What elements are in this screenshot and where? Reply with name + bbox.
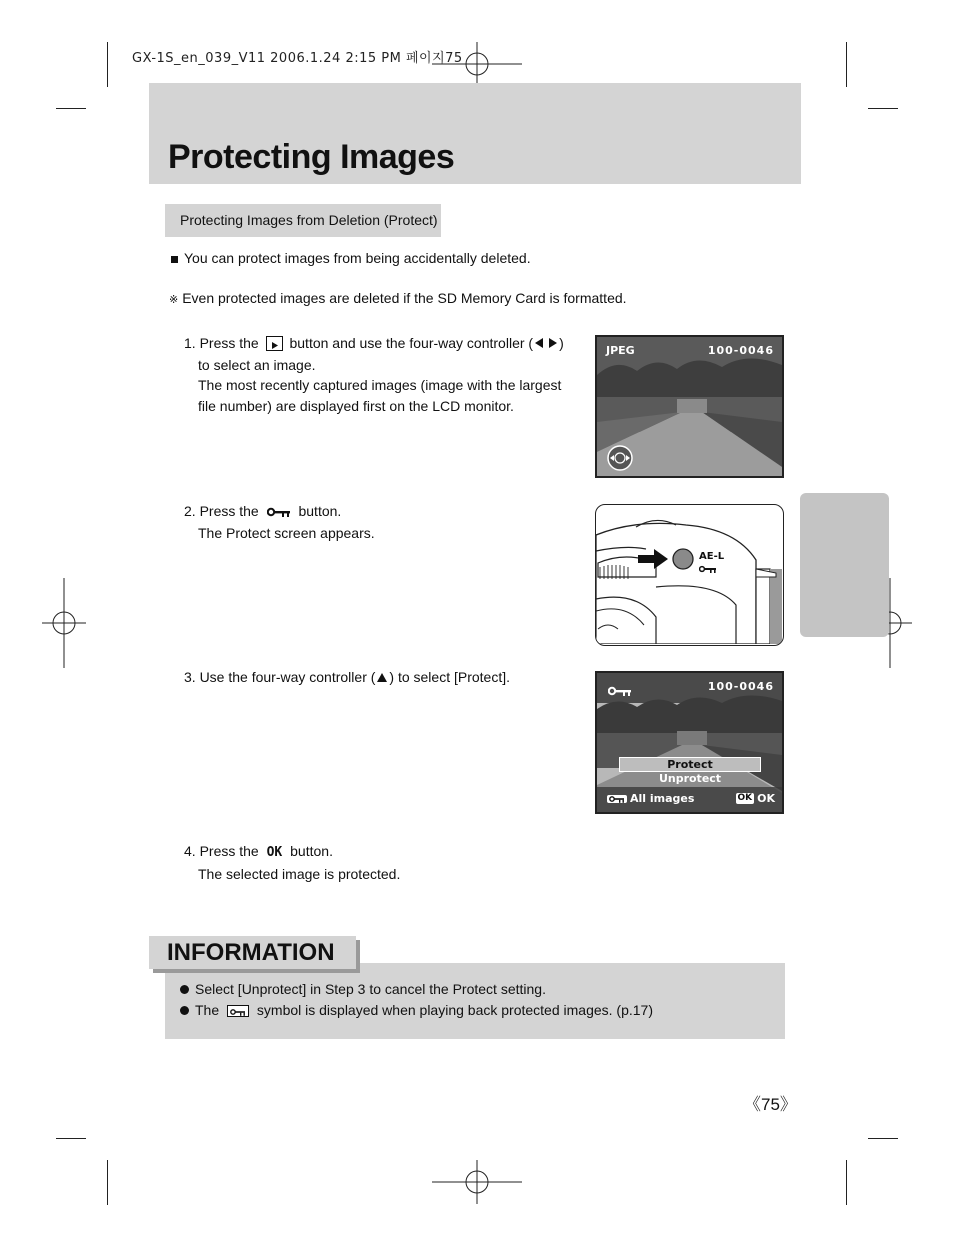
lcd-playback-screen: [595, 335, 784, 478]
info-item-1: [180, 979, 546, 1000]
lcd-file-number: 100-0046: [707, 680, 774, 693]
crop-mark: [868, 1138, 898, 1139]
info-item-2-text-2: symbol is displayed when playing back protected images. (p.17): [256, 1002, 654, 1018]
step-1-line-2: to select an image.: [198, 356, 316, 373]
step-2-text-2: button.: [298, 503, 342, 519]
step-1-line-4: file number) are displayed first on the LCD monitor.: [198, 397, 514, 414]
step-3-text: 3. Use the four-way controller (: [184, 669, 376, 685]
lcd-file-number: 100-0046: [707, 344, 774, 357]
crop-mark: [868, 108, 898, 109]
info-item-2-text: The: [195, 1002, 220, 1018]
key-icon: [267, 502, 291, 523]
key-badge-icon: [607, 795, 627, 803]
print-header: GX-1S_en_039_V11 2006.1.24 2:15 PM 페이지75: [132, 51, 463, 66]
ok-button-glyph: OK: [266, 845, 283, 860]
menu-item-unprotect[interactable]: Unprotect: [658, 772, 722, 785]
circle-bullet-icon: [180, 985, 189, 994]
crop-mark: [107, 42, 108, 87]
key-icon: [608, 686, 632, 696]
menu-item-protect[interactable]: Protect: [619, 757, 761, 772]
step-4-text: 4. Press the: [184, 843, 259, 859]
step-2-line-2: The Protect screen appears.: [198, 524, 375, 541]
square-bullet-icon: [171, 256, 178, 263]
four-way-controller-icon: [607, 445, 633, 471]
ae-l-button-label: AE-L: [699, 551, 725, 562]
key-icon: [699, 565, 717, 573]
step-1-text: 1. Press the: [184, 335, 259, 351]
step-1-text-2: button and use the four-way controller (: [289, 335, 534, 351]
subsection-heading: Protecting Images from Deletion (Protect): [165, 204, 441, 237]
crop-mark: [846, 42, 847, 87]
step-2-text: 2. Press the: [184, 503, 259, 519]
crop-mark: [56, 1138, 86, 1139]
up-arrow-icon: [376, 668, 388, 689]
lcd-format-label: JPEG: [606, 344, 635, 357]
crop-mark: [107, 1160, 108, 1205]
bullet-note: [171, 248, 531, 269]
camera-illustration: [595, 504, 784, 646]
registration-mark-left: [42, 578, 86, 668]
warning-note-text: Even protected images are deleted if the SD Memory Card is formatted.: [182, 290, 627, 306]
step-1-close: ): [559, 335, 564, 351]
registration-mark-bottom: [432, 1160, 522, 1204]
all-images-option[interactable]: [607, 792, 694, 805]
step-1-line-3: The most recently captured images (image with the largest: [198, 377, 562, 394]
step-2: [184, 501, 564, 543]
step-3-text-2: ) to select [Protect].: [389, 669, 511, 685]
step-4-text-2: button.: [290, 843, 333, 859]
protect-menu: [619, 757, 761, 786]
page-title: Protecting Images: [168, 138, 455, 176]
left-right-arrow-icon: [535, 334, 557, 355]
bullet-note-text: You can protect images from being accidentally deleted.: [184, 250, 531, 266]
chapter-side-tab: [800, 493, 889, 637]
all-images-label: All images: [630, 792, 695, 805]
reference-mark-icon: ※: [169, 294, 179, 306]
step-4: [184, 841, 564, 884]
circle-bullet-icon: [180, 1006, 189, 1015]
play-icon: [266, 336, 283, 351]
info-item-1-text: Select [Unprotect] in Step 3 to cancel the Protect setting.: [195, 981, 546, 997]
crop-mark: [56, 108, 86, 109]
warning-note: [169, 288, 627, 311]
step-1: [184, 333, 564, 416]
lcd-protect-screen: [595, 671, 784, 814]
ok-label: OK: [757, 792, 775, 805]
information-heading: INFORMATION: [149, 936, 356, 969]
info-item-2: [180, 1000, 653, 1021]
step-3: [184, 667, 564, 689]
crop-mark: [846, 1160, 847, 1205]
page-number: 《75》: [744, 1095, 797, 1114]
step-4-line-2: The selected image is protected.: [198, 865, 401, 882]
ok-badge: OK: [737, 793, 753, 803]
ok-option[interactable]: [736, 792, 776, 805]
protect-key-icon: [227, 1005, 249, 1017]
